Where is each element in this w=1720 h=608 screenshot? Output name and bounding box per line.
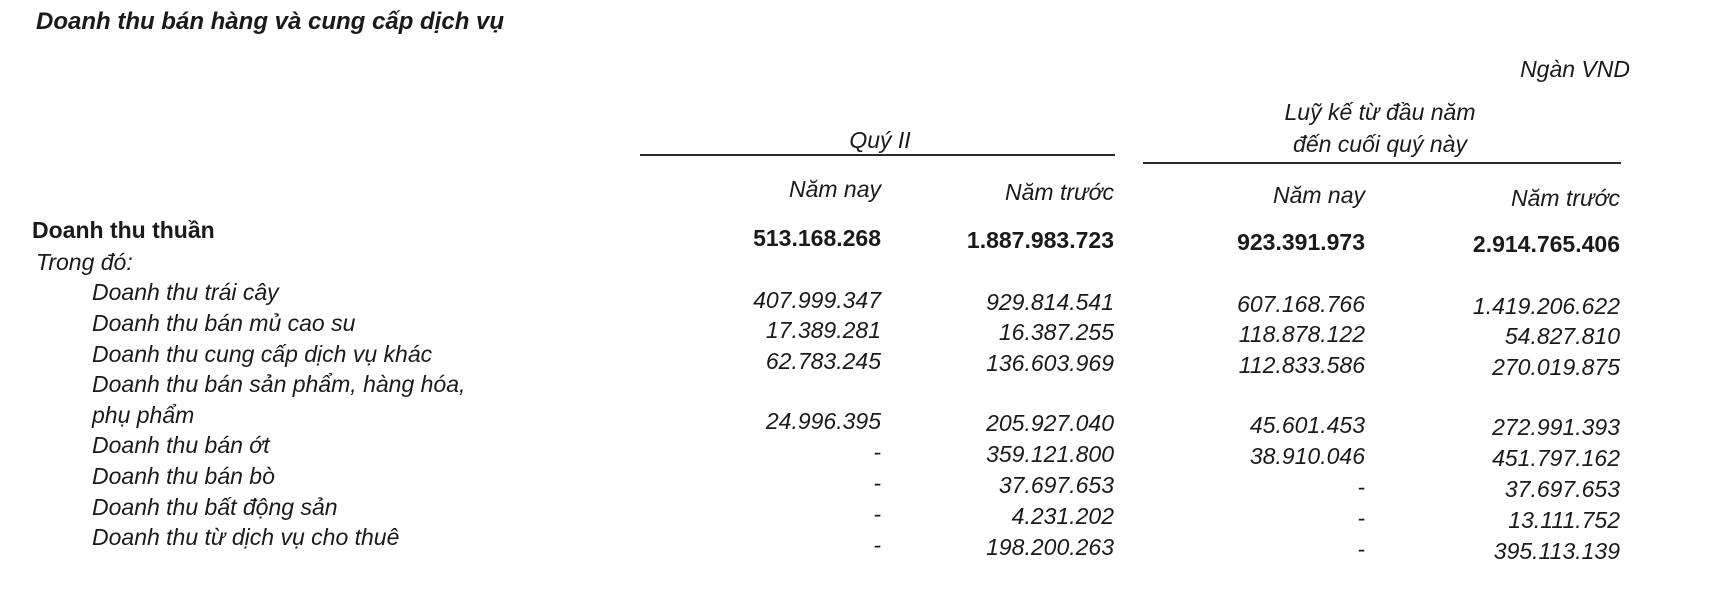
row-value: 54.827.810 <box>1504 323 1620 349</box>
row-value: 407.999.347 <box>753 287 881 313</box>
col-header-q-prior: Năm trước <box>1005 179 1114 205</box>
total-q-current: 513.168.268 <box>753 225 881 251</box>
row-label: Doanh thu trái cây <box>92 279 279 305</box>
row-value: - <box>1357 505 1365 531</box>
row-label-continued: phụ phẩm <box>92 402 195 428</box>
row-value: 270.019.875 <box>1492 354 1620 380</box>
row-value: - <box>873 501 881 527</box>
row-value: 136.603.969 <box>986 350 1114 376</box>
total-ytd-prior: 2.914.765.406 <box>1472 231 1620 257</box>
row-value: - <box>1357 474 1365 500</box>
unit-label: Ngàn VND <box>1520 56 1630 82</box>
group-quarter: Quý II <box>849 127 911 153</box>
total-q-prior: 1.887.983.723 <box>966 227 1114 253</box>
col-header-ytd-prior: Năm trước <box>1511 185 1620 211</box>
row-label: Doanh thu cung cấp dịch vụ khác <box>92 341 433 367</box>
row-label: Doanh thu bán sản phẩm, hàng hóa, <box>92 371 466 397</box>
row-value: 359.121.800 <box>986 441 1114 467</box>
total-ytd-current: 923.391.973 <box>1237 229 1365 255</box>
quarter-underline <box>640 154 1115 156</box>
row-value: 38.910.046 <box>1249 443 1365 469</box>
row-value: 13.111.752 <box>1508 507 1620 533</box>
row-label: Doanh thu bất động sản <box>92 494 338 520</box>
group-ytd-line1: Luỹ kế từ đầu năm <box>1284 99 1476 125</box>
row-value: 198.200.263 <box>986 534 1114 560</box>
col-header-ytd-current: Năm nay <box>1272 182 1365 208</box>
row-value: - <box>873 532 881 558</box>
row-value: - <box>1357 536 1365 562</box>
row-label: Doanh thu từ dịch vụ cho thuê <box>92 524 400 550</box>
row-value: 62.783.245 <box>765 348 881 374</box>
row-value: 395.113.139 <box>1493 538 1620 564</box>
col-header-q-current: Năm nay <box>788 176 881 202</box>
row-value: 16.387.255 <box>998 319 1114 345</box>
group-ytd-line2: đến cuối quý này <box>1293 131 1467 157</box>
row-value: 451.797.162 <box>1492 445 1620 471</box>
total-label: Doanh thu thuần <box>32 217 215 243</box>
row-value: 205.927.040 <box>986 410 1114 436</box>
row-value: 37.697.653 <box>1504 476 1620 502</box>
row-label: Doanh thu bán mủ cao su <box>92 310 356 336</box>
row-value: 112.833.586 <box>1238 352 1365 378</box>
row-value: 24.996.395 <box>765 408 881 434</box>
row-value: 272.991.393 <box>1492 414 1620 440</box>
row-value: 1.419.206.622 <box>1472 293 1620 319</box>
row-value: 118.878.122 <box>1238 321 1365 347</box>
row-value: 607.168.766 <box>1237 291 1365 317</box>
row-value: 4.231.202 <box>1011 503 1114 529</box>
row-value: 17.389.281 <box>765 317 881 343</box>
row-label: Doanh thu bán bò <box>92 463 275 489</box>
row-value: - <box>873 439 881 465</box>
row-value: - <box>873 470 881 496</box>
row-value: 45.601.453 <box>1249 412 1365 438</box>
row-value: 37.697.653 <box>998 472 1114 498</box>
row-label: Doanh thu bán ớt <box>92 432 270 458</box>
row-value: 929.814.541 <box>986 289 1114 315</box>
ytd-underline <box>1143 162 1621 164</box>
subheading-label: Trong đó: <box>36 249 133 275</box>
section-title: Doanh thu bán hàng và cung cấp dịch vụ <box>36 8 505 35</box>
